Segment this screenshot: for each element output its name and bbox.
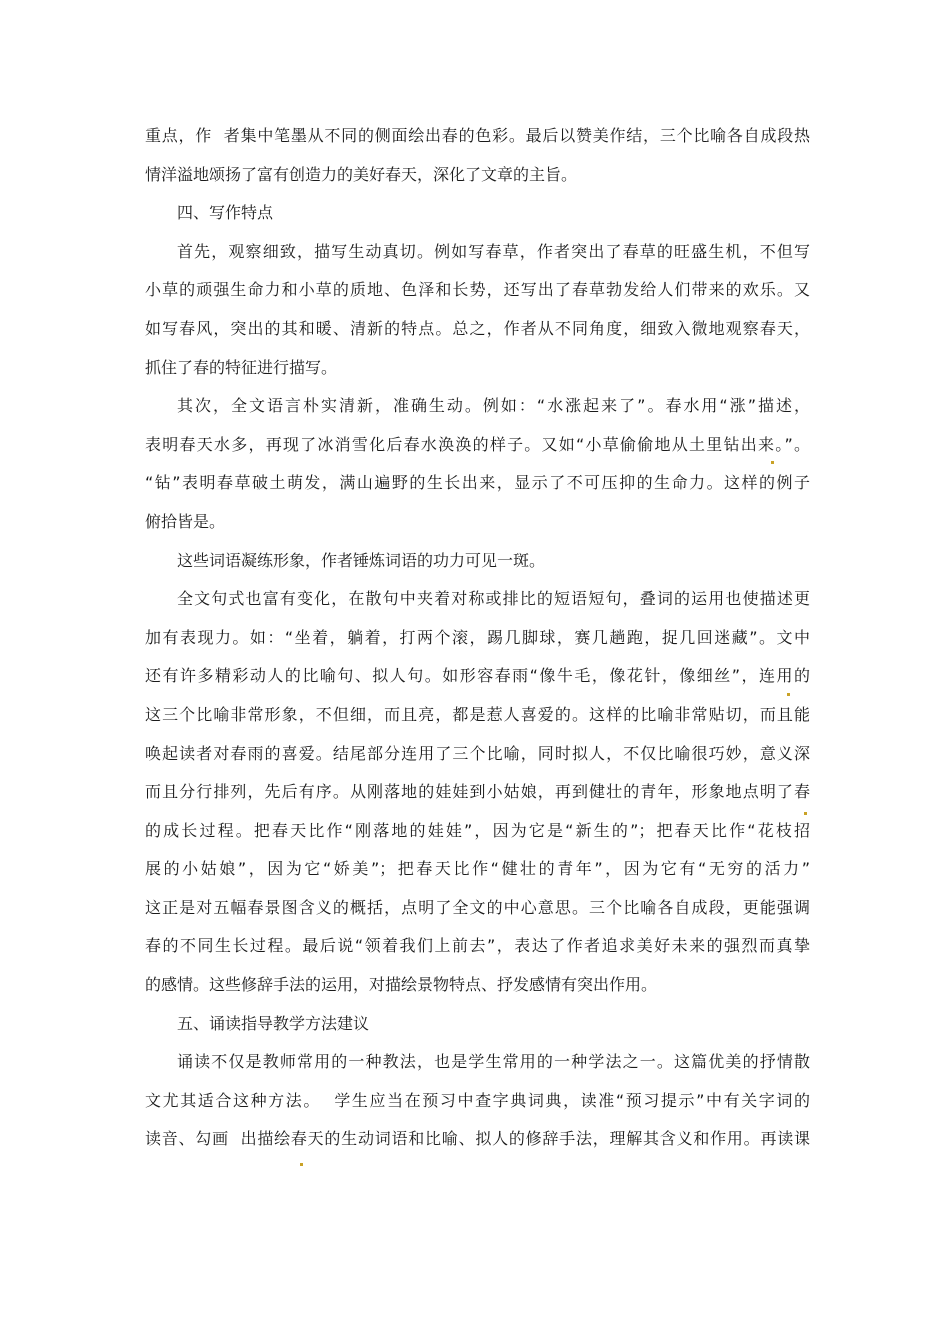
scan-mark: [300, 1163, 303, 1166]
text-line: 诵读不仅是教师常用的一种教法，也是学生常用的一种学法之一。这篇优美的抒情散: [177, 1052, 810, 1072]
text-line: 首先，观察细致，描写生动真切。例如写春草，作者突出了春草的旺盛生机，不但写: [177, 241, 810, 261]
scan-mark: [804, 812, 807, 815]
text-line: 抓住了春的特征进行描写。: [145, 357, 338, 377]
text-line: 而且分行排列，先后有序。从刚落地的娃娃到小姑娘，再到健壮的青年，形象地点明了春: [145, 782, 810, 802]
text-line: 小草的顽强生命力和小草的质地、色泽和长势，还写出了春草勃发给人们带来的欢乐。又: [145, 280, 810, 300]
text-line: 唤起读者对春雨的喜爱。结尾部分连用了三个比喻，同时拟人，不仅比喻很巧妙，意义深: [145, 743, 810, 763]
text-line: 的感情。这些修辞手法的运用，对描绘景物特点、抒发感情有突出作用。: [145, 975, 658, 995]
text-line: 这些词语凝练形象，作者锤炼词语的功力可见一斑。: [177, 550, 546, 570]
text-line: “钻”表明春草破土萌发，满山遍野的生长出来，显示了不可压抑的生命力。这样的例子: [145, 473, 810, 493]
text-line: 这三个比喻非常形象，不但细，而且亮，都是惹人喜爱的。这样的比喻非常贴切，而且能: [145, 704, 810, 724]
text-line: 加有表现力。如：“坐着，躺着，打两个滚，踢几脚球，赛几趟跑，捉几回迷藏”。文中: [145, 627, 810, 647]
text-line: 春的不同生长过程。最后说“领着我们上前去”，表达了作者追求美好未来的强烈而真挚: [145, 936, 810, 956]
scan-mark: [771, 461, 774, 464]
section-heading: 五、诵读指导教学方法建议: [177, 1013, 370, 1033]
text-line: 文尤其适合这种方法。 学生应当在预习中查字典词典，读准“预习提示”中有关字词的: [145, 1090, 810, 1110]
text-line: 表明春天水多，再现了冰消雪化后春水涣涣的样子。又如“小草偷偷地从土里钻出来。”。: [145, 434, 810, 454]
text-line: 其次，全文语言朴实清新，准确生动。例如：“水涨起来了”。春水用“涨”描述，: [177, 396, 810, 416]
text-line: 这正是对五幅春景图含义的概括，点明了全文的中心意思。三个比喻各自成段，更能强调: [145, 897, 810, 917]
text-line: 全文句式也富有变化，在散句中夹着对称或排比的短语短句，叠词的运用也使描述更: [177, 589, 810, 609]
text-line: 展的小姑娘”，因为它“娇美”；把春天比作“健壮的青年”，因为它有“无穷的活力”: [145, 859, 810, 879]
scan-mark: [787, 693, 790, 696]
text-line: 重点，作 者集中笔墨从不同的侧面绘出春的色彩。最后以赞美作结，三个比喻各自成段热: [145, 126, 810, 145]
document-body: [145, 117, 810, 1159]
section-heading: 四、写作特点: [177, 203, 274, 223]
text-line: 读音、勾画 出描绘春天的生动词语和比喻、拟人的修辞手法，理解其含义和作用。再读课: [145, 1129, 810, 1149]
text-line: 如写春风，突出的其和暖、清新的特点。总之，作者从不同角度，细致入微地观察春天，: [145, 318, 810, 338]
text-line: 情洋溢地颂扬了富有创造力的美好春天，深化了文章的主旨。: [145, 164, 578, 184]
text-line: 俯拾皆是。: [145, 511, 226, 531]
text-line: 的成长过程。把春天比作“刚落地的娃娃”，因为它是“新生的”；把春天比作“花枝招: [145, 820, 810, 840]
text-line: 还有许多精彩动人的比喻句、拟人句。如形容春雨“像牛毛，像花针，像细丝”，连用的: [145, 666, 810, 686]
